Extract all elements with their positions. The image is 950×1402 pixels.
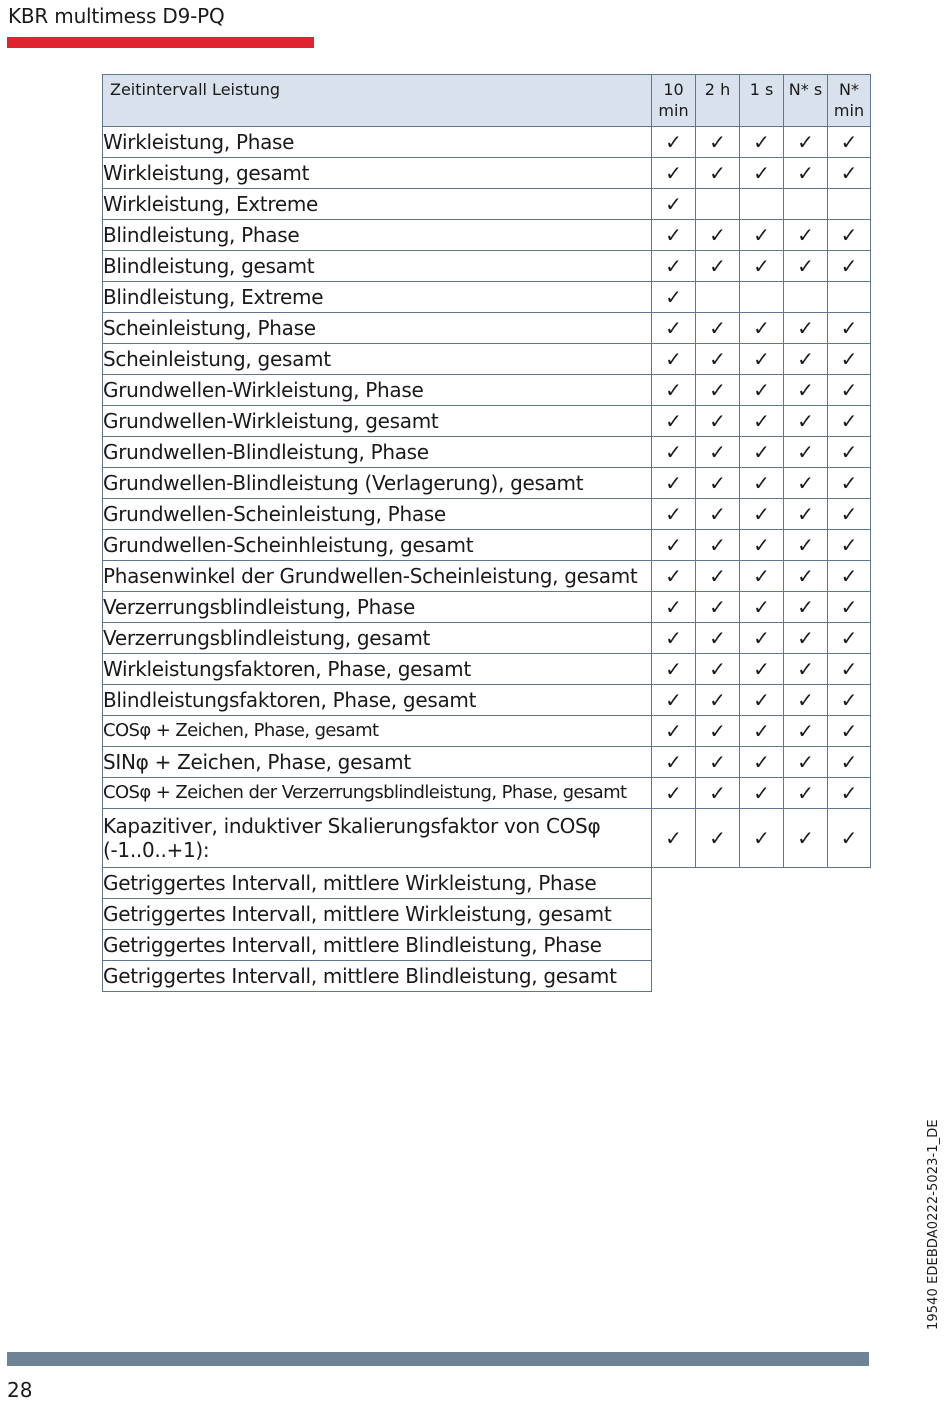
table-row [103, 158, 871, 189]
check-icon: ✓ [828, 716, 871, 747]
empty-cell [696, 189, 740, 220]
column-header: N* min [828, 75, 871, 127]
table-row [103, 468, 871, 499]
empty-cell [740, 282, 784, 313]
check-icon: ✓ [652, 685, 696, 716]
check-icon: ✓ [652, 561, 696, 592]
column-header: N* s [784, 75, 828, 127]
empty-cell [696, 282, 740, 313]
blank-cell [696, 899, 740, 930]
check-icon: ✓ [740, 127, 784, 158]
check-icon: ✓ [696, 158, 740, 189]
title-accent-bar [7, 37, 314, 48]
check-icon: ✓ [784, 375, 828, 406]
blank-cell [784, 930, 828, 961]
check-icon: ✓ [696, 778, 740, 809]
check-icon: ✓ [828, 158, 871, 189]
check-icon: ✓ [828, 406, 871, 437]
table-row [103, 868, 871, 899]
check-icon: ✓ [652, 623, 696, 654]
empty-cell [828, 189, 871, 220]
table-row [103, 930, 871, 961]
blank-cell [784, 868, 828, 899]
check-icon: ✓ [740, 685, 784, 716]
check-icon: ✓ [740, 313, 784, 344]
check-icon: ✓ [784, 809, 828, 868]
row-label: Blindleistung, Phase [103, 220, 652, 251]
row-label: Grundwellen-Blindleistung (Verlagerung), gesamt [103, 468, 652, 499]
row-label: Blindleistung, Extreme [103, 282, 652, 313]
check-icon: ✓ [652, 344, 696, 375]
check-icon: ✓ [828, 127, 871, 158]
check-icon: ✓ [828, 251, 871, 282]
check-icon: ✓ [740, 499, 784, 530]
table-row [103, 437, 871, 468]
check-icon: ✓ [652, 716, 696, 747]
check-icon: ✓ [740, 809, 784, 868]
blank-cell [696, 868, 740, 899]
check-icon: ✓ [828, 375, 871, 406]
row-label: Phasenwinkel der Grundwellen-Scheinleistung, gesamt [103, 561, 652, 592]
row-label: Wirkleistung, Extreme [103, 189, 652, 220]
check-icon: ✓ [696, 716, 740, 747]
check-icon: ✓ [784, 623, 828, 654]
check-icon: ✓ [784, 716, 828, 747]
row-label: COSφ + Zeichen der Verzerrungsblindleistung, Phase, gesamt [103, 778, 652, 809]
check-icon: ✓ [828, 220, 871, 251]
check-icon: ✓ [740, 530, 784, 561]
check-icon: ✓ [652, 406, 696, 437]
check-icon: ✓ [696, 499, 740, 530]
check-icon: ✓ [784, 778, 828, 809]
check-icon: ✓ [696, 375, 740, 406]
check-icon: ✓ [740, 747, 784, 778]
table-row [103, 654, 871, 685]
check-icon: ✓ [784, 220, 828, 251]
table-row [103, 623, 871, 654]
check-icon: ✓ [740, 251, 784, 282]
check-icon: ✓ [784, 468, 828, 499]
footer-bar [7, 1352, 869, 1366]
check-icon: ✓ [696, 437, 740, 468]
check-icon: ✓ [740, 344, 784, 375]
check-icon: ✓ [696, 592, 740, 623]
check-icon: ✓ [784, 437, 828, 468]
check-icon: ✓ [652, 375, 696, 406]
check-icon: ✓ [652, 530, 696, 561]
check-icon: ✓ [784, 499, 828, 530]
table-row [103, 127, 871, 158]
blank-cell [652, 961, 696, 992]
check-icon: ✓ [784, 251, 828, 282]
table-row [103, 344, 871, 375]
check-icon: ✓ [828, 809, 871, 868]
check-icon: ✓ [784, 747, 828, 778]
check-icon: ✓ [696, 623, 740, 654]
check-icon: ✓ [784, 654, 828, 685]
blank-cell [740, 868, 784, 899]
check-icon: ✓ [652, 127, 696, 158]
row-label: Blindleistungsfaktoren, Phase, gesamt [103, 685, 652, 716]
empty-cell [740, 189, 784, 220]
check-icon: ✓ [652, 747, 696, 778]
check-icon: ✓ [784, 313, 828, 344]
empty-cell [828, 282, 871, 313]
check-icon: ✓ [652, 158, 696, 189]
blank-cell [652, 899, 696, 930]
document-code: 19540 EDEBDA0222-5023-1_DE [926, 1119, 941, 1330]
check-icon: ✓ [784, 158, 828, 189]
blank-cell [696, 961, 740, 992]
table-row [103, 809, 871, 868]
empty-cell [784, 282, 828, 313]
table-row [103, 961, 871, 992]
check-icon: ✓ [828, 468, 871, 499]
table-row [103, 716, 871, 747]
check-icon: ✓ [828, 344, 871, 375]
check-icon: ✓ [784, 561, 828, 592]
check-icon: ✓ [652, 189, 696, 220]
check-icon: ✓ [740, 561, 784, 592]
table-row [103, 282, 871, 313]
check-icon: ✓ [652, 499, 696, 530]
check-icon: ✓ [784, 406, 828, 437]
row-label: SINφ + Zeichen, Phase, gesamt [103, 747, 652, 778]
blank-cell [828, 930, 871, 961]
row-label: Getriggertes Intervall, mittlere Wirkleistung, gesamt [103, 899, 652, 930]
check-icon: ✓ [784, 685, 828, 716]
check-icon: ✓ [652, 220, 696, 251]
check-icon: ✓ [696, 561, 740, 592]
blank-cell [828, 899, 871, 930]
check-icon: ✓ [696, 654, 740, 685]
row-label: Scheinleistung, gesamt [103, 344, 652, 375]
page-number: 28 [7, 1378, 33, 1402]
table-row [103, 592, 871, 623]
check-icon: ✓ [696, 747, 740, 778]
blank-cell [740, 930, 784, 961]
check-icon: ✓ [696, 251, 740, 282]
check-icon: ✓ [828, 778, 871, 809]
check-icon: ✓ [740, 592, 784, 623]
check-icon: ✓ [652, 809, 696, 868]
table-row [103, 899, 871, 930]
row-label: Scheinleistung, Phase [103, 313, 652, 344]
check-icon: ✓ [652, 437, 696, 468]
row-label: Blindleistung, gesamt [103, 251, 652, 282]
row-label: Kapazitiver, induktiver Skalierungsfaktor von COSφ (-1..0..+1): [103, 809, 652, 868]
table-row [103, 778, 871, 809]
check-icon: ✓ [696, 220, 740, 251]
table-row [103, 375, 871, 406]
check-icon: ✓ [652, 592, 696, 623]
column-header: 2 h [696, 75, 740, 127]
check-icon: ✓ [784, 344, 828, 375]
row-label: Grundwellen-Scheinleistung, Phase [103, 499, 652, 530]
check-icon: ✓ [828, 592, 871, 623]
document-title: KBR multimess D9-PQ [8, 4, 225, 28]
table-body [103, 127, 871, 992]
blank-cell [784, 961, 828, 992]
column-header: 10 min [652, 75, 696, 127]
row-label: Verzerrungsblindleistung, gesamt [103, 623, 652, 654]
row-label: Grundwellen-Blindleistung, Phase [103, 437, 652, 468]
table-header-row [103, 75, 871, 127]
check-icon: ✓ [828, 654, 871, 685]
check-icon: ✓ [652, 654, 696, 685]
blank-cell [740, 899, 784, 930]
check-icon: ✓ [740, 654, 784, 685]
check-icon: ✓ [828, 747, 871, 778]
check-icon: ✓ [740, 468, 784, 499]
check-icon: ✓ [740, 716, 784, 747]
table-row [103, 406, 871, 437]
check-icon: ✓ [696, 344, 740, 375]
check-icon: ✓ [652, 778, 696, 809]
check-icon: ✓ [828, 530, 871, 561]
column-header: 1 s [740, 75, 784, 127]
row-label: Getriggertes Intervall, mittlere Wirkleistung, Phase [103, 868, 652, 899]
table-row [103, 220, 871, 251]
check-icon: ✓ [740, 406, 784, 437]
table-row [103, 561, 871, 592]
check-icon: ✓ [740, 220, 784, 251]
table-header-label: Zeitintervall Leistung [103, 75, 652, 127]
row-label: Grundwellen-Wirkleistung, gesamt [103, 406, 652, 437]
blank-cell [828, 868, 871, 899]
check-icon: ✓ [652, 468, 696, 499]
check-icon: ✓ [784, 530, 828, 561]
table-row [103, 499, 871, 530]
power-interval-table [102, 74, 871, 992]
check-icon: ✓ [696, 809, 740, 868]
table-row [103, 747, 871, 778]
check-icon: ✓ [652, 282, 696, 313]
row-label: Wirkleistung, Phase [103, 127, 652, 158]
check-icon: ✓ [828, 437, 871, 468]
row-label: COSφ + Zeichen, Phase, gesamt [103, 716, 652, 747]
check-icon: ✓ [740, 375, 784, 406]
check-icon: ✓ [740, 778, 784, 809]
check-icon: ✓ [740, 158, 784, 189]
empty-cell [784, 189, 828, 220]
check-icon: ✓ [740, 623, 784, 654]
blank-cell [828, 961, 871, 992]
check-icon: ✓ [696, 530, 740, 561]
check-icon: ✓ [696, 468, 740, 499]
blank-cell [652, 930, 696, 961]
check-icon: ✓ [696, 313, 740, 344]
blank-cell [696, 930, 740, 961]
row-label: Getriggertes Intervall, mittlere Blindleistung, gesamt [103, 961, 652, 992]
check-icon: ✓ [828, 623, 871, 654]
check-icon: ✓ [740, 437, 784, 468]
check-icon: ✓ [828, 499, 871, 530]
row-label: Grundwellen-Scheinhleistung, gesamt [103, 530, 652, 561]
blank-cell [740, 961, 784, 992]
table-row [103, 313, 871, 344]
check-icon: ✓ [828, 685, 871, 716]
check-icon: ✓ [652, 251, 696, 282]
row-label: Getriggertes Intervall, mittlere Blindleistung, Phase [103, 930, 652, 961]
check-icon: ✓ [784, 592, 828, 623]
row-label: Grundwellen-Wirkleistung, Phase [103, 375, 652, 406]
check-icon: ✓ [828, 561, 871, 592]
table-row [103, 251, 871, 282]
check-icon: ✓ [828, 313, 871, 344]
table-row [103, 685, 871, 716]
row-label: Wirkleistung, gesamt [103, 158, 652, 189]
check-icon: ✓ [784, 127, 828, 158]
table-row [103, 530, 871, 561]
row-label: Wirkleistungsfaktoren, Phase, gesamt [103, 654, 652, 685]
check-icon: ✓ [696, 406, 740, 437]
check-icon: ✓ [696, 127, 740, 158]
check-icon: ✓ [652, 313, 696, 344]
blank-cell [784, 899, 828, 930]
check-icon: ✓ [696, 685, 740, 716]
table-row [103, 189, 871, 220]
row-label: Verzerrungsblindleistung, Phase [103, 592, 652, 623]
blank-cell [652, 868, 696, 899]
